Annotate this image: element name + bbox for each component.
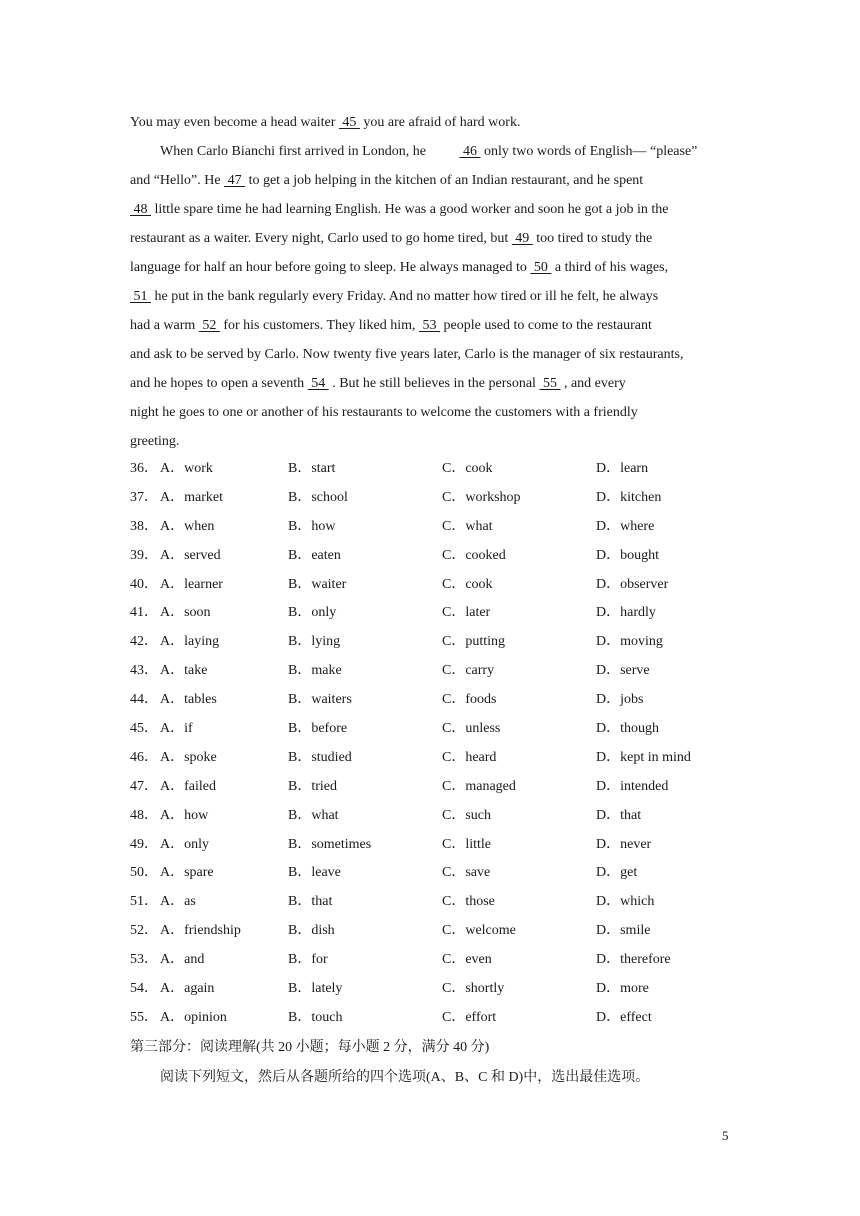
option-d: D．therefore	[596, 952, 671, 968]
option-c: C．effort	[442, 1009, 497, 1025]
option-c: C．later	[442, 605, 491, 621]
passage-line-first	[130, 108, 730, 137]
option-d: D．effect	[596, 1009, 652, 1025]
option-b: B．touch	[288, 1009, 343, 1025]
question-number: 42．	[130, 634, 158, 650]
blank-number: 52	[198, 318, 220, 333]
passage-text: you are afraid of hard work.	[359, 115, 521, 130]
blank-number: 53	[419, 318, 441, 333]
question-row	[130, 513, 730, 542]
option-b: B．waiter	[288, 576, 347, 592]
option-b: B．lying	[288, 634, 341, 650]
option-c: C．such	[442, 807, 491, 823]
blank-number: 49	[511, 231, 533, 246]
option-a: A．only	[160, 836, 209, 852]
option-a: A．when	[160, 518, 215, 534]
passage-line	[130, 166, 730, 195]
option-a: A．learner	[160, 576, 223, 592]
option-a: A．served	[160, 547, 221, 563]
passage-line	[130, 369, 730, 398]
passage-line	[130, 195, 730, 224]
option-d: D．that	[596, 807, 642, 823]
option-a: A．friendship	[160, 923, 241, 939]
option-d: D．moving	[596, 634, 663, 650]
passage-text: he put in the bank regularly every Friday. And no matter how tired or ill he felt, he always	[151, 289, 659, 304]
question-row	[130, 975, 730, 1004]
question-row	[130, 715, 730, 744]
question-number: 41．	[130, 605, 158, 621]
options-list	[130, 455, 730, 1033]
passage-text: night he goes to one or another of his restaurants to welcome the customers with a friendly	[130, 405, 638, 420]
option-a: A．tables	[160, 692, 217, 708]
option-c: C．workshop	[442, 489, 521, 505]
option-c: C．cooked	[442, 547, 506, 563]
question-number: 50．	[130, 865, 158, 881]
passage-text: You may even become a head waiter	[130, 115, 339, 130]
option-b: B．studied	[288, 749, 352, 765]
option-b: B．only	[288, 605, 337, 621]
option-a: A．failed	[160, 778, 216, 794]
blank-number: 45	[338, 115, 360, 130]
blank-number: 51	[130, 289, 151, 304]
passage-text: . But he still believes in the personal	[328, 376, 540, 391]
question-row	[130, 628, 730, 657]
question-row	[130, 484, 730, 513]
question-row	[130, 859, 730, 888]
question-row	[130, 946, 730, 975]
passage-text: too tired to study the	[532, 231, 653, 246]
question-number: 40．	[130, 576, 158, 592]
page-number: 5	[722, 1128, 729, 1143]
option-b: B．leave	[288, 865, 341, 881]
question-number: 43．	[130, 663, 158, 679]
option-a: A．take	[160, 663, 208, 679]
option-c: C．managed	[442, 778, 516, 794]
option-b: B．dish	[288, 923, 335, 939]
blank-number: 54	[307, 376, 329, 391]
option-a: A．soon	[160, 605, 211, 621]
passage-line	[130, 340, 730, 369]
option-d: D．get	[596, 865, 638, 881]
option-d: D．observer	[596, 576, 669, 592]
passage-text: people used to come to the restaurant	[440, 318, 652, 333]
option-c: C．carry	[442, 663, 495, 679]
passage-line	[130, 398, 730, 427]
question-row	[130, 744, 730, 773]
option-b: B．how	[288, 518, 336, 534]
question-row	[130, 917, 730, 946]
blank-number: 48	[130, 202, 151, 217]
question-number: 45．	[130, 721, 158, 737]
option-a: A．laying	[160, 634, 220, 650]
passage-text: greeting.	[130, 434, 180, 449]
option-a: A．work	[160, 461, 213, 476]
passage-text: only two words of English— “please”	[480, 144, 698, 159]
option-d: D．kitchen	[596, 489, 662, 505]
option-d: D．kept in mind	[596, 749, 691, 765]
option-c: C．heard	[442, 749, 497, 765]
passage-line	[130, 108, 730, 137]
option-a: A．again	[160, 981, 215, 997]
option-b: B．eaten	[288, 547, 341, 563]
option-c: C．cook	[442, 461, 493, 476]
passage-line	[130, 224, 730, 253]
passage-text: , and every	[560, 376, 626, 391]
question-row	[130, 1004, 730, 1033]
question-number: 37．	[130, 489, 158, 505]
question-row	[130, 657, 730, 686]
question-number: 54．	[130, 981, 158, 997]
option-a: A．how	[160, 807, 209, 823]
option-c: C．putting	[442, 634, 506, 650]
option-b: B．start	[288, 461, 336, 476]
option-b: B．that	[288, 894, 333, 910]
option-c: C．cook	[442, 576, 493, 592]
option-c: C．what	[442, 518, 493, 534]
passage-text: language for half an hour before going to sleep. He always managed to	[130, 260, 531, 275]
option-c: C．welcome	[442, 923, 516, 939]
option-a: A．spoke	[160, 749, 217, 765]
passage-text: When Carlo Bianchi first arrived in London, he	[160, 144, 430, 159]
section-title: 第三部分：阅读理解(共 20 小题；每小题 2 分，满分 40 分)	[130, 1040, 490, 1055]
question-row	[130, 888, 730, 917]
blank-number: 55	[539, 376, 561, 391]
question-number: 46．	[130, 749, 158, 765]
question-row	[130, 455, 730, 484]
blank-number: 46	[459, 144, 481, 159]
option-b: B．make	[288, 663, 342, 679]
option-c: C．save	[442, 865, 491, 881]
option-d: D．bought	[596, 547, 659, 563]
option-d: D．smile	[596, 923, 651, 939]
option-d: D．hardly	[596, 605, 656, 621]
option-a: A．spare	[160, 865, 214, 881]
question-row	[130, 802, 730, 831]
option-d: D．more	[596, 981, 649, 997]
question-number: 38．	[130, 518, 158, 534]
question-row	[130, 773, 730, 802]
option-d: D．though	[596, 721, 659, 737]
option-c: C．those	[442, 894, 495, 910]
option-b: B．what	[288, 807, 339, 823]
option-d: D．which	[596, 894, 655, 910]
question-number: 48．	[130, 807, 158, 823]
option-a: A．as	[160, 894, 196, 910]
question-row	[130, 571, 730, 600]
question-number: 47．	[130, 778, 158, 794]
option-c: C．little	[442, 836, 491, 852]
passage-line	[130, 311, 730, 340]
passage-line	[130, 137, 730, 166]
option-c: C．foods	[442, 692, 497, 708]
passage-text: little spare time he had learning English. He was a good worker and soon he got a job in the	[151, 202, 669, 217]
option-b: B．before	[288, 721, 348, 737]
question-number: 55．	[130, 1009, 158, 1025]
passage-text: and “Hello”. He	[130, 173, 225, 188]
question-row	[130, 599, 730, 628]
question-number: 39．	[130, 547, 158, 563]
question-row	[130, 831, 730, 860]
option-b: B．for	[288, 952, 328, 968]
passage-line	[130, 253, 730, 282]
option-c: C．shortly	[442, 981, 505, 997]
blank-number: 47	[224, 173, 246, 188]
question-row	[130, 686, 730, 715]
question-number: 44．	[130, 692, 158, 708]
option-d: D．never	[596, 836, 652, 852]
blank-number: 50	[530, 260, 552, 275]
option-a: A．opinion	[160, 1009, 227, 1025]
passage-text: had a warm	[130, 318, 199, 333]
option-c: C．even	[442, 952, 492, 968]
option-a: A．and	[160, 952, 205, 968]
passage-paragraph	[130, 137, 730, 456]
question-number: 49．	[130, 836, 158, 852]
option-a: A．market	[160, 489, 223, 505]
option-d: D．jobs	[596, 692, 644, 708]
question-number: 53．	[130, 952, 158, 968]
option-d: D．serve	[596, 663, 650, 679]
passage-text: to get a job helping in the kitchen of an Indian restaurant, and he spent	[245, 173, 644, 188]
option-b: B．lately	[288, 981, 343, 997]
question-number: 52．	[130, 923, 158, 939]
section-instruction: 阅读下列短文，然后从各题所给的四个选项(A、B、C 和 D)中，选出最佳选项。	[160, 1070, 650, 1085]
question-number: 36．	[130, 461, 158, 476]
option-b: B．waiters	[288, 692, 352, 708]
passage-text: restaurant as a waiter. Every night, Carlo used to go home tired, but	[130, 231, 512, 246]
option-d: D．intended	[596, 778, 669, 794]
passage-text: and he hopes to open a seventh	[130, 376, 308, 391]
option-b: B．sometimes	[288, 836, 372, 852]
option-d: D．where	[596, 518, 655, 534]
option-c: C．unless	[442, 721, 501, 737]
passage-line	[130, 282, 730, 311]
passage-text: a third of his wages,	[551, 260, 669, 275]
option-b: B．tried	[288, 778, 337, 794]
passage-text: and ask to be served by Carlo. Now twenty five years later, Carlo is the manager of six restaurants,	[130, 347, 684, 362]
option-d: D．learn	[596, 461, 649, 476]
question-row	[130, 542, 730, 571]
option-b: B．school	[288, 489, 348, 505]
option-a: A．if	[160, 721, 193, 737]
passage-line	[130, 427, 730, 456]
question-number: 51．	[130, 894, 158, 910]
passage-text: for his customers. They liked him,	[219, 318, 420, 333]
